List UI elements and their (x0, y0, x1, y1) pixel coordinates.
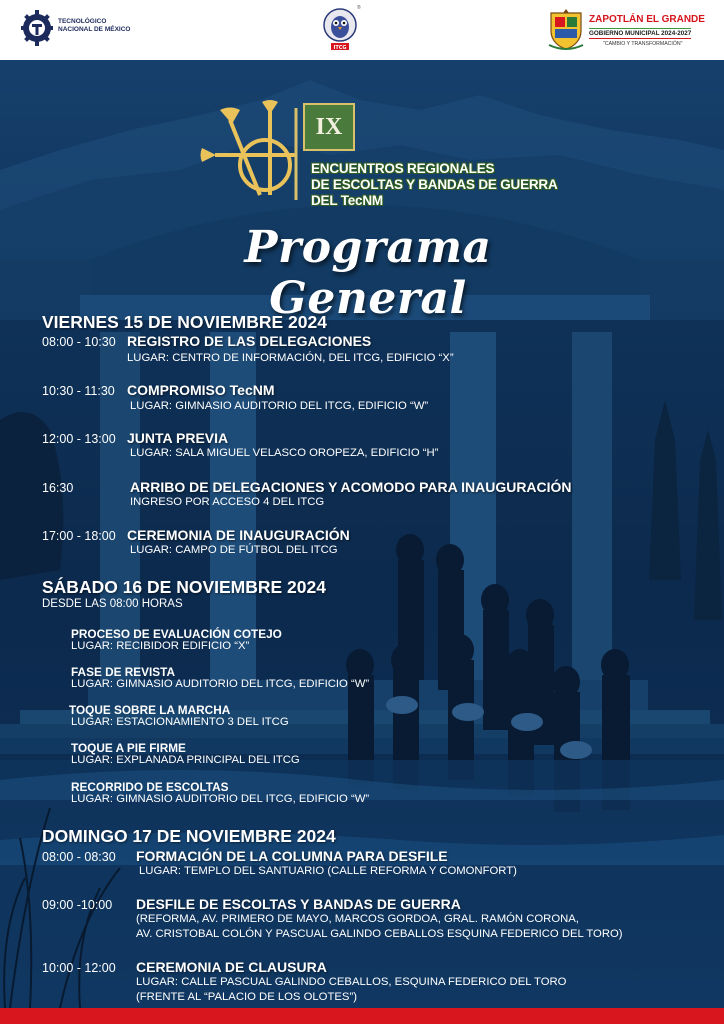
event-location: LUGAR: TEMPLO DEL SANTUARIO (CALLE REFORMA Y COMONFORT) (139, 865, 517, 877)
tecnm-name (58, 18, 130, 34)
event-time: 08:00 - 10:30 (42, 335, 116, 349)
page-title: Programa General (244, 222, 492, 324)
edition-number: IX (303, 103, 355, 151)
event-location-line2: (FRENTE AL “PALACIO DE LOS OLOTES”) (136, 991, 357, 1003)
event-location: LUGAR: CENTRO DE INFORMACIÓN, DEL ITCG, EDIFICIO “X” (127, 352, 454, 364)
event-title-line1: ENCUENTROS REGIONALES (311, 161, 495, 176)
svg-text:ITCG: ITCG (333, 45, 347, 51)
registered-mark: ® (357, 5, 361, 11)
itcg-owl-logo (322, 5, 358, 53)
event-time: 09:00 -10:00 (42, 898, 113, 912)
event-title: CEREMONIA DE CLAUSURA (136, 959, 327, 975)
event-location: LUGAR: ESTACIONAMIENTO 3 DEL ITCG (71, 716, 289, 728)
event-title: JUNTA PREVIA (127, 430, 229, 446)
event-title-line2: DE ESCOLTAS Y BANDAS DE GUERRA (311, 177, 558, 192)
tecnm-name-line2: NACIONAL DE MÉXICO (58, 26, 131, 33)
event-location-line2: AV. CRISTOBAL COLÓN Y PASCUAL GALINDO CEBALLOS ESQUINA FEDERICO DEL TORO) (136, 928, 623, 940)
event-title: TOQUE A PIE FIRME (71, 741, 186, 755)
event-location: LUGAR: GIMNASIO AUDITORIO DEL ITCG, EDIFICIO “W” (71, 793, 370, 805)
event-title: COMPROMISO TecNM (127, 382, 275, 398)
event-location: LUGAR: SALA MIGUEL VELASCO OROPEZA, EDIFICIO “H” (130, 447, 439, 459)
event-title: FORMACIÓN DE LA COLUMNA PARA DESFILE (136, 848, 448, 864)
event-title-line3: DEL TecNM (311, 193, 383, 208)
event-location: LUGAR: GIMNASIO AUDITORIO DEL ITCG, EDIFICIO “W” (71, 678, 370, 690)
event-title: PROCESO DE EVALUACIÓN COTEJO (71, 627, 282, 641)
event-time: 17:00 - 18:00 (42, 529, 116, 543)
municipality-name: ZAPOTLÁN EL GRANDE (589, 14, 705, 25)
event-time: 12:00 - 13:00 (42, 432, 116, 446)
day-heading-sunday: DOMINGO 17 DE NOVIEMBRE 2024 (42, 826, 336, 846)
day-heading-saturday: SÁBADO 16 DE NOVIEMBRE 2024 (42, 577, 326, 597)
header-band (0, 0, 724, 60)
trumpets-emblem (200, 100, 310, 210)
event-title: FASE DE REVISTA (71, 665, 176, 679)
event-location: LUGAR: CALLE PASCUAL GALINDO CEBALLOS, ESQUINA FEDERICO DEL TORO (136, 976, 567, 988)
event-time: 10:00 - 12:00 (42, 961, 116, 975)
day-heading-friday: VIERNES 15 DE NOVIEMBRE 2024 (42, 312, 327, 332)
event-title: TOQUE SOBRE LA MARCHA (69, 703, 231, 717)
event-time: 10:30 - 11:30 (42, 384, 115, 398)
event-location: (REFORMA, AV. PRIMERO DE MAYO, MARCOS GORDOA, GRAL. RAMÓN CORONA, (136, 913, 579, 925)
event-title: DESFILE DE ESCOLTAS Y BANDAS DE GUERRA (136, 896, 461, 912)
tecnm-gear-logo (20, 8, 54, 48)
event-time: 08:00 - 08:30 (42, 850, 116, 864)
event-location: LUGAR: EXPLANADA PRINCIPAL DEL ITCG (71, 754, 300, 766)
event-location: LUGAR: CAMPO DE FÚTBOL DEL ITCG (130, 544, 338, 556)
zapotlan-coat-of-arms (547, 7, 585, 51)
event-location: LUGAR: GIMNASIO AUDITORIO DEL ITCG, EDIFICIO “W” (130, 400, 429, 412)
tecnm-name-line1: TECNOLÓGICO (58, 18, 107, 25)
event-title: CEREMONIA DE INAUGURACIÓN (127, 527, 350, 543)
event-time: 16:30 (42, 481, 74, 495)
day-subheading: DESDE LAS 08:00 HORAS (42, 598, 183, 610)
municipality-government: GOBIERNO MUNICIPAL 2024-2027 (589, 30, 692, 37)
municipality-slogan: "CAMBIO Y TRANSFORMACIÓN" (603, 41, 683, 47)
event-location: LUGAR: RECIBIDOR EDIFICIO “X” (71, 640, 250, 652)
event-location: INGRESO POR ACCESO 4 DEL ITCG (130, 496, 325, 508)
event-title: RECORRIDO DE ESCOLTAS (71, 780, 229, 794)
event-title: ARRIBO DE DELEGACIONES Y ACOMODO PARA INAUGURACIÓN (130, 479, 572, 495)
event-title: REGISTRO DE LAS DELEGACIONES (127, 333, 372, 349)
footer-red-bar (0, 1008, 724, 1024)
